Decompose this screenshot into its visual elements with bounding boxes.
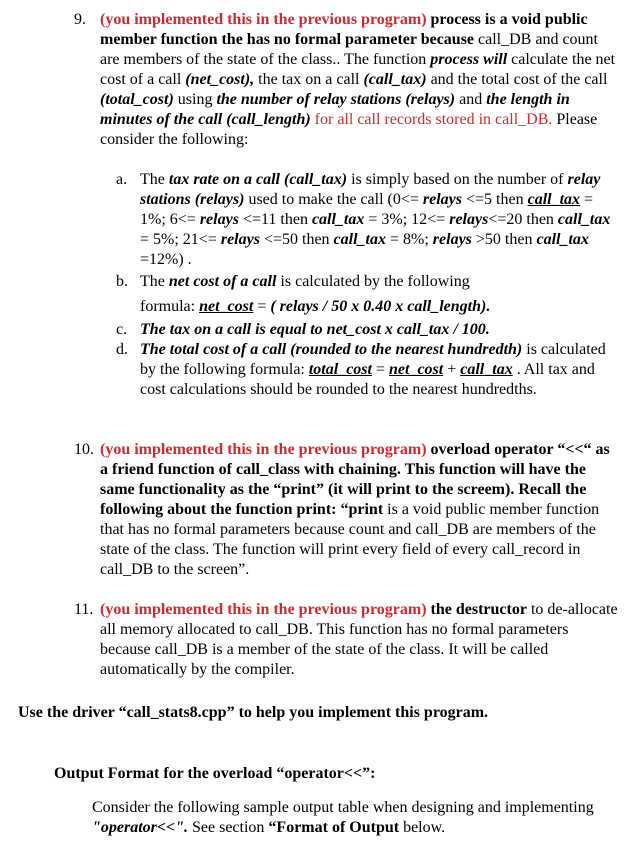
subitem-d-text: The total cost of a call (rounded to the nearest hundredth) is calculated by the following formula: total_cost = net_cost + call_tax . All tax and cost calculations should be rounded to the nearest hundredths.	[140, 341, 606, 398]
item-9-red-note: (you implemented this in the previous program)	[100, 11, 427, 28]
net-cost-formula: formula: net_cost = ( relays / 50 x 0.40 x call_length).	[140, 298, 491, 315]
item-11-text: (you implemented this in the previous program) the destructor to de-allocate all memory allocated to call_DB. This function has no formal parameters because call_DB is a member of the state of the class. It will be called automatically by the compiler.	[100, 601, 618, 678]
subitem-c-text: The tax on a call is equal to net_cost x call_tax / 100.	[140, 321, 490, 338]
subitem-a-label: a.	[116, 171, 128, 188]
item-11-red-note: (you implemented this in the previous program)	[100, 601, 427, 618]
item-10-number: 10.	[74, 441, 94, 458]
subitem-d-label: d.	[116, 341, 128, 358]
output-format-heading: Output Format for the overload “operator<<”:	[54, 765, 376, 782]
item-10-red-note: (you implemented this in the previous program)	[100, 441, 427, 458]
subitem-b-label: b.	[116, 273, 128, 290]
item-9-number: 9.	[74, 11, 86, 28]
item-9-text: (you implemented this in the previous program) process is a void public member function the has no formal parameter because call_DB and count are members of the state of the class.. The function process will calculate the net cost of a call (net_cost), the tax on a call (call_tax) and the total cost of the call (total_cost) using the number of relay stations (relays) and the length in minutes of the call (call_length) for all call records stored in call_DB. Please consider the following:	[100, 11, 616, 148]
item-11-number: 11.	[74, 601, 94, 618]
subitem-b-text: The net cost of a call is calculated by the following formula: net_cost = ( relays / 50 x 0.40 x call_length).	[140, 272, 616, 320]
subitem-a-text: The tax rate on a call (call_tax) is simply based on the number of relay stations (relays) used to make the call (0<= relays <=5 then call_tax = 1%; 6<= relays <=11 then call_tax = 3%; 12<= relays<=20 then call_tax = 5%; 21<= relays <=50 then call_tax = 8%; relays >50 then call_tax =12%) .	[140, 171, 611, 268]
item-10-text: (you implemented this in the previous program) overload operator “<<“ as a friend function of call_class with chaining. This function will have the same functionality as the “print” (it will print to the screem). Recall the following about the function print: “print is a void public member function that has no formal parameters because count and call_DB are members of the state of the class. The function will print every field of every call_record in call_DB to the screen”.	[100, 441, 610, 578]
output-format-paragraph: Consider the following sample output table when designing and implementing "operator<<". See section “Format of Output below.	[92, 799, 594, 836]
subitem-c-label: c.	[116, 321, 128, 338]
driver-instruction: Use the driver “call_stats8.cpp” to help you implement this program.	[18, 704, 489, 721]
item-9-red-note-2: for all call records stored in call_DB.	[314, 111, 553, 128]
